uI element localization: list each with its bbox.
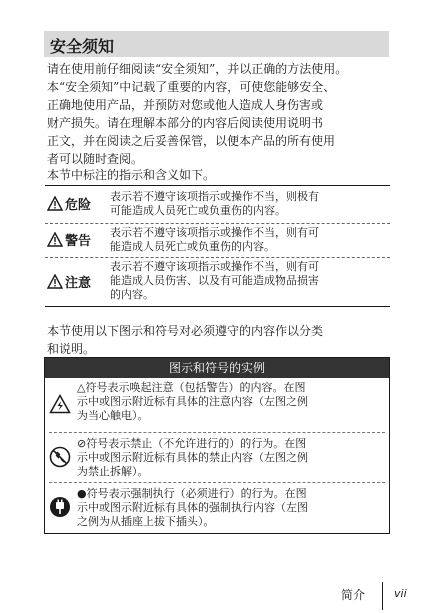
electric-shock-caution-icon — [49, 394, 71, 414]
level-description — [110, 226, 385, 254]
symbol-row — [45, 432, 389, 482]
symbol-description — [77, 437, 385, 479]
level-danger — [47, 193, 105, 213]
section-title: 安全须知 — [50, 37, 115, 56]
warning-triangle-icon — [47, 274, 63, 289]
level-caution — [47, 271, 105, 291]
footer-divider — [382, 582, 383, 610]
desc-line: 为当心触电）。 — [77, 409, 149, 422]
intro-line: 本“安全须知”中记载了重要的内容，可使您能够安全、 — [47, 80, 336, 94]
symbol-description — [77, 381, 385, 423]
symbol-row — [45, 380, 389, 432]
unplug-mandatory-icon — [49, 496, 71, 518]
level-description — [110, 190, 385, 218]
desc-line: ●符号表示强制执行（必须进行）的行为。在图 — [77, 487, 307, 500]
level-warning — [47, 229, 105, 249]
symbol-description — [77, 487, 385, 529]
warning-triangle-icon — [47, 196, 63, 211]
desc-line: 示中或图示附近标有具体的注意内容（左图之例 — [77, 395, 308, 408]
symbols-note-line: 和说明。 — [47, 342, 96, 356]
desc-line: 之例为从插座上拔下插头）。 — [77, 515, 215, 528]
footer-section-name: 简介 — [341, 588, 366, 602]
row-divider — [49, 482, 385, 483]
desc-line: 的内容。 — [110, 288, 154, 301]
no-disassembly-icon — [49, 446, 71, 468]
desc-line: ⊘符号表示禁止（不允许进行的）的行为。在图 — [77, 437, 307, 450]
level-label-text: 危险 — [65, 197, 92, 213]
desc-line: △符号表示唤起注意（包括警告）的内容。在图 — [77, 381, 306, 394]
intro-line: 请在使用前仔细阅读“安全须知”，并以正确的方法使用。 — [47, 62, 348, 76]
row-divider — [49, 432, 385, 433]
table-row-divider — [45, 257, 390, 258]
symbols-note-line: 本节使用以下图示和符号对必须遵守的内容作以分类 — [47, 324, 324, 338]
level-label-text: 警告 — [65, 233, 92, 249]
hazard-levels-table — [45, 185, 390, 307]
desc-line: 能造成人员死亡或负重伤的内容。 — [110, 240, 275, 253]
symbols-box-title: 图示和符号的实例 — [45, 358, 389, 378]
desc-line: 可能造成人员死亡或负重伤的内容。 — [110, 204, 286, 217]
intro-line: 财产损失。请在理解本部分的内容后阅读使用说明书 — [47, 116, 324, 130]
table-top-rule — [45, 185, 390, 186]
level-description — [110, 260, 385, 302]
desc-line: 表示若不遵守该项指示或操作不当，则极有 — [110, 190, 319, 203]
intro-line: 者可以随时查阅。 — [47, 152, 144, 166]
desc-line: 示中或图示附近标有具体的禁止内容（左图之例 — [77, 451, 308, 464]
table-row-divider — [45, 223, 390, 224]
symbols-note — [47, 322, 392, 358]
symbol-row — [45, 482, 389, 534]
desc-line: 表示若不遵守该项指示或操作不当，则有可 — [110, 226, 319, 239]
desc-line: 表示若不遵守该项指示或操作不当，则有可 — [110, 260, 319, 273]
level-label-text: 注意 — [65, 275, 92, 291]
section-header — [44, 31, 389, 57]
symbols-box — [44, 357, 390, 534]
warning-triangle-icon — [47, 232, 63, 247]
desc-line: 为禁止拆解）。 — [77, 465, 149, 478]
desc-line: 能造成人员伤害、以及有可能造成物品损害 — [110, 274, 319, 287]
page-number: vii — [394, 587, 407, 600]
table-bottom-rule — [45, 306, 390, 307]
intro-line: 正文，并在阅读之后妥善保管，以便本产品的所有使用 — [47, 134, 336, 148]
intro-paragraph — [47, 60, 392, 168]
intro-line: 正确地使用产品，并预防对您或他人造成人身伤害或 — [47, 98, 324, 112]
levels-note: 本节中标注的指示和含义如下。 — [47, 168, 216, 182]
desc-line: 示中或图示附近标有具体的强制执行内容（左图 — [77, 501, 308, 514]
